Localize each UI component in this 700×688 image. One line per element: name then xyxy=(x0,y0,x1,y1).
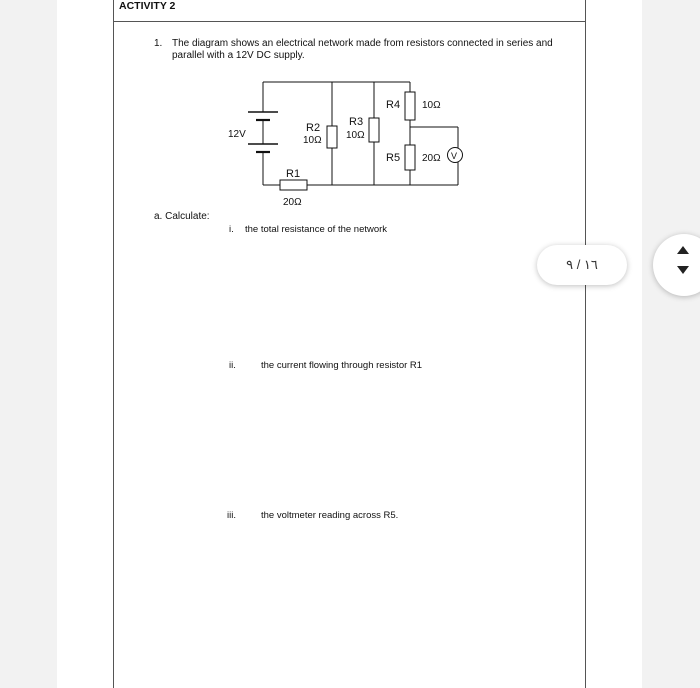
page-counter xyxy=(537,245,627,285)
question-number: 1. xyxy=(154,38,163,49)
r4-value: 10Ω xyxy=(422,100,441,111)
subquestion-number-1: i. xyxy=(229,224,234,235)
subquestion-number-2: ii. xyxy=(229,360,236,371)
question-text: The diagram shows an electrical network made from resistors connected in series and parallel with a 12V DC supply. xyxy=(172,38,553,61)
activity-title: ACTIVITY 2 xyxy=(119,0,176,12)
triangle-up-icon[interactable] xyxy=(677,246,689,254)
r2-label: R2 xyxy=(306,122,321,134)
resistor-r1 xyxy=(280,180,307,190)
r1-label: R1 xyxy=(286,168,301,180)
resistor-r5 xyxy=(405,145,415,170)
calculate-label: a. Calculate: xyxy=(154,211,210,222)
r4-label: R4 xyxy=(386,99,401,111)
r5-label: R5 xyxy=(386,152,401,164)
r3-value: 10Ω xyxy=(346,130,365,141)
triangle-down-icon[interactable] xyxy=(677,266,689,274)
r2-value: 10Ω xyxy=(303,135,322,146)
subquestion-text-3: the voltmeter reading across R5. xyxy=(261,510,399,521)
voltmeter-label: V xyxy=(451,151,458,161)
page-counter-text: ١٦ / ٩ xyxy=(566,257,598,272)
supply-label: 12V xyxy=(228,129,246,140)
r1-value: 20Ω xyxy=(283,197,302,208)
r3-label: R3 xyxy=(349,116,364,128)
resistor-r2 xyxy=(327,126,337,148)
subquestion-text-1: the total resistance of the network xyxy=(245,224,388,235)
subquestion-number-3: iii. xyxy=(227,510,236,521)
subquestion-text-2: the current flowing through resistor R1 xyxy=(261,360,423,371)
r5-value: 20Ω xyxy=(422,153,441,164)
resistor-r3 xyxy=(369,118,379,142)
resistor-r4 xyxy=(405,92,415,120)
